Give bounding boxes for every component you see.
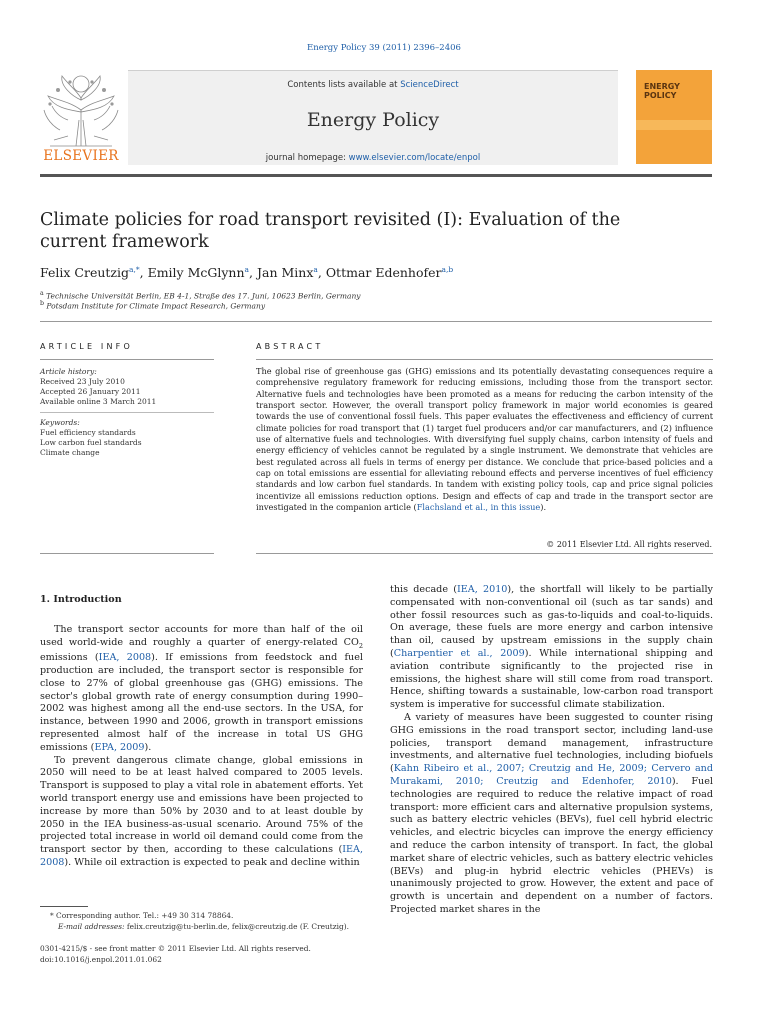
affiliation-a <box>40 290 361 301</box>
abstract-text <box>256 366 713 513</box>
journal-homepage-line <box>128 153 618 163</box>
accepted-date: Accepted 26 January 2011 <box>40 387 141 396</box>
citation-link[interactable]: IEA, 2008 <box>40 844 363 869</box>
cover-band <box>636 120 712 130</box>
author-name[interactable]: Emily McGlynn <box>147 265 245 281</box>
citation-link[interactable]: EPA, 2009 <box>94 741 145 753</box>
affiliation-text: Technische Universität Berlin, EB 4-1, Straße des 17. Juni, 10623 Berlin, Germany <box>43 291 361 301</box>
homepage-link[interactable]: www.elsevier.com/locate/enpol <box>348 153 481 163</box>
article-info-bottom-rule <box>40 553 214 554</box>
email-addresses[interactable]: felix.creutzig@tu-berlin.de, felix@creutzig.de (F. Creutzig). <box>124 922 349 931</box>
cover-title-line2: POLICY <box>644 91 677 100</box>
elsevier-wordmark: ELSEVIER <box>43 148 119 164</box>
header-divider <box>40 321 712 322</box>
keyword-item: Low carbon fuel standards <box>40 438 142 447</box>
section-heading: 1. Introduction <box>40 594 122 605</box>
keywords-block <box>40 418 142 458</box>
history-divider <box>40 412 214 413</box>
text-run: ). If emissions from feedstock and fuel production are included, the transport sector is responsible for close to 27% of global greenhouse gas (GHG) emissions. The sector's global growth rate of energy consumption during 1990–2002 was highest among all the end-use sectors. In the USA, for instance, between 1990 and 2006, growth in transport emissions represented almost half of the increase in total US GHG emissions ( <box>40 652 363 753</box>
abstract-bottom-rule <box>256 553 713 554</box>
doi-link[interactable]: doi:10.1016/j.enpol.2011.01.062 <box>40 955 162 964</box>
affiliation-b <box>40 300 265 311</box>
footnote-divider <box>40 906 88 907</box>
citation-link[interactable]: Charpentier et al., 2009 <box>393 647 525 659</box>
body-paragraph <box>390 584 713 712</box>
text-run: A variety of measures have been suggested to counter rising GHG emissions in the road transport sector, including land-use policies, transport demand management, infrastructure investments, and alternative fuel technologies, including biofuels ( <box>390 711 713 775</box>
keyword-item: Climate change <box>40 448 100 457</box>
body-column-right <box>390 584 713 917</box>
homepage-prefix: journal homepage: <box>265 153 349 163</box>
online-date: Available online 3 March 2011 <box>40 397 157 406</box>
citation-link[interactable]: IEA, 2010 <box>456 584 508 595</box>
cover-title <box>644 82 680 100</box>
subscript: 2 <box>358 641 363 650</box>
author-affiliation-mark[interactable]: a <box>313 265 318 274</box>
text-run: ), the shortfall will likely to be partially compensated with non-conventional oil (such as tar sands) and other fossil resources such as gas-to-liquids and coal-to-liquids. On average, these fuels are more energy and carbon intensive than oil, caused by upstream emissions in the supply chain ( <box>390 584 713 659</box>
email-note <box>58 922 349 932</box>
body-column-left <box>40 584 363 870</box>
text-run: this decade ( <box>390 584 457 595</box>
issn-line: 0301-4215/$ - see front matter © 2011 Elsevier Ltd. All rights reserved. <box>40 944 311 953</box>
affiliation-mark: a <box>40 290 44 297</box>
author-separator: , <box>317 265 326 281</box>
journal-cover-thumbnail <box>636 70 712 164</box>
text-run: emissions ( <box>40 652 99 664</box>
abstract-body: The global rise of greenhouse gas (GHG) emissions and its potentially devastating consequences require a comprehensive regulatory framework for reducing emissions, including those from the transport sector. Alternative fuels and technologies have been promoted as a means for reducing the carbon intensity of the transport sector. However, the overall transport policy framework in major world economies is geared towards the use of conventional fossil fuels. This paper evaluates the effectiveness and efficiency of current climate policies for road transport that (1) target fuel producers and/or car manufacturers, and (2) influence use of alternative fuels and technologies. With diversifying fuel supply chains, carbon intensity of fuels and energy efficiency of vehicles cannot be regulated by a single instrument. We demonstrate that vehicles are best regulated across all fuels in terms of energy per distance. We conclude that price-based policies and a cap on total emissions are essential for alleviating rebound effects and perverse incentives of fuel efficiency standards and low carbon fuel standards. In tandem with existing policy tools, cap and price signal policies incentivize all emissions reduction options. Design and effects of cap and trade in the transport sector are investigated in the companion article ( <box>256 366 713 513</box>
sciencedirect-link[interactable]: ScienceDirect <box>400 80 459 90</box>
abstract-copyright: © 2011 Elsevier Ltd. All rights reserved. <box>546 540 712 549</box>
masthead <box>40 70 712 170</box>
email-label: E-mail addresses: <box>58 922 125 931</box>
abstract-tail: ). <box>540 502 547 513</box>
body-paragraph <box>40 624 363 755</box>
masthead-divider <box>40 174 712 177</box>
contents-prefix: Contents lists available at <box>287 80 401 90</box>
abstract-heading: ABSTRACT <box>256 342 324 351</box>
author-separator: , <box>249 265 257 281</box>
article-info-heading: ARTICLE INFO <box>40 342 133 351</box>
keyword-item: Fuel efficiency standards <box>40 428 136 437</box>
author-list <box>40 265 453 280</box>
corresponding-author-note: * Corresponding author. Tel.: +49 30 314 78864. <box>50 911 234 920</box>
citation-link[interactable]: IEA, 2008 <box>98 652 152 664</box>
author-name[interactable]: Ottmar Edenhofer <box>325 265 442 281</box>
companion-article-link[interactable]: Flachsland et al., in this issue <box>416 502 541 513</box>
text-run: ). Fuel technologies are required to reduce the relative impact of road transport: more efficient cars and alternative propulsion systems, such as battery electric vehicles (BEVs), fuel cell hybrid electric vehicles, and electric bicycles can improve the energy efficiency and reduce the carbon intensity of transport. In fact, the global market share of electric vehicles, such as battery electric vehicles (BEVs) and plug-in hybrid electric vehicles (PHEVs) is unanimously projected to grow. However, the extent and pace of growth is uncertain and dependent on a number of factors. Projected market shares in the <box>390 775 713 915</box>
author-affiliation-mark[interactable]: a,b <box>441 265 454 274</box>
author-separator: , <box>139 265 148 281</box>
keywords-label: Keywords: <box>40 418 80 427</box>
affiliation-text: Potsdam Institute for Climate Impact Research, Germany <box>44 301 266 311</box>
text-run: ). While oil extraction is expected to peak and decline within <box>64 857 360 869</box>
history-label: Article history: <box>40 367 97 376</box>
affiliation-mark: b <box>40 300 45 307</box>
article-info-divider <box>40 359 214 360</box>
author-affiliation-mark[interactable]: a,* <box>129 265 140 274</box>
text-run: The transport sector accounts for more than half of the oil used world-wide and roughly a quarter of energy-related CO <box>40 623 363 648</box>
cover-title-line1: ENERGY <box>644 82 680 91</box>
contents-line <box>128 80 618 90</box>
article-title: Climate policies for road transport revisited (I): Evaluation of the current framework <box>40 210 621 252</box>
abstract-divider <box>256 359 713 360</box>
text-run: ). <box>144 741 152 753</box>
text-run: ). While international shipping and aviation contribute significantly to the projected rise in emissions, the highest share will still come from road transport. Hence, shifting towards a sustainable, low-carbon road transport system is imperative for successful climate stabilization. <box>390 647 713 711</box>
body-paragraph <box>40 755 363 870</box>
article-history <box>40 367 156 407</box>
text-run: To prevent dangerous climate change, global emissions in 2050 will need to be at least halved compared to 2005 levels. Transport is supposed to play a vital role in abatement efforts. Yet world transport energy use and emissions have been projected to increase by more than 50% by 2030 and to at least double by 2050 in the IEA business-as-usual scenario. Around 75% of the projected total increase in world oil demand could come from the transport sector by then, according to these calculations ( <box>40 754 363 856</box>
journal-title: Energy Policy <box>306 109 440 131</box>
journal-reference[interactable]: Energy Policy 39 (2011) 2396–2406 <box>307 43 461 53</box>
received-date: Received 23 July 2010 <box>40 377 125 386</box>
masthead-center-box <box>128 70 618 165</box>
body-paragraph <box>390 712 713 917</box>
author-name[interactable]: Felix Creutzig <box>40 265 130 281</box>
author-affiliation-mark[interactable]: a <box>244 265 250 274</box>
author-name[interactable]: Jan Minx <box>256 265 314 281</box>
citation-link[interactable]: Kahn Ribeiro et al., 2007; Creutzig and He, 2009; Cervero and Murakami, 2010; Creutzig and Edenhofer, 2010 <box>390 763 713 787</box>
